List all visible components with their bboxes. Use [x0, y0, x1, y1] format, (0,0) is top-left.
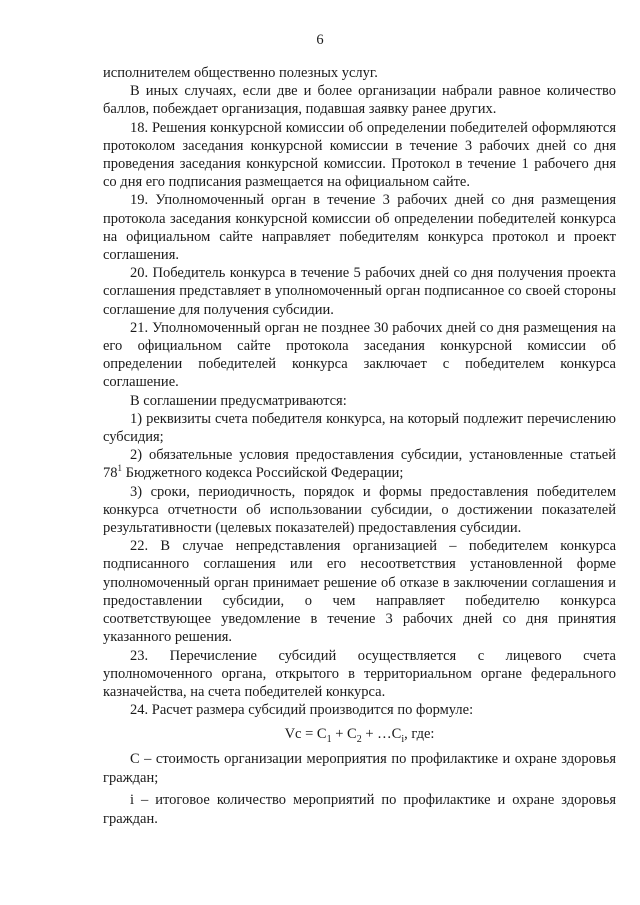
- agreement-item-1: 1) реквизиты счета победителя конкурса, на который подлежит перечислению субсидия;: [103, 410, 616, 446]
- article-superscript: 1: [117, 463, 122, 474]
- paragraph-20: 20. Победитель конкурса в течение 5 рабочих дней со дня получения проекта соглашения представляет в уполномоченный орган подписанное со своей стороны соглашение для получения субсидии.: [103, 265, 616, 318]
- formula-plus-1: + C: [331, 726, 357, 743]
- paragraph-22: 22. В случае непредставления организацией – победителем конкурса подписанного соглашения или его несоответствия установленной форме уполномоченный орган принимает решение об отказе в заключении соглашения и предоставлении субсидии, о чем направляет победителю конкурса соответствующее уведомление в течение 3 рабочих дней со дня принятия указанного решения.: [103, 538, 616, 646]
- agreement-item-2: [103, 446, 616, 482]
- definition-i: i – итоговое количество мероприятий по профилактике и охране здоровья граждан.: [103, 791, 616, 828]
- page-body: [103, 64, 616, 830]
- page-number: 6: [316, 32, 324, 48]
- paragraph-18: 18. Решения конкурсной комиссии об определении победителей оформляются протоколом заседания конкурсной комиссии в течение 3 рабочих дней со дня проведения заседания конкурсной комиссии. Протокол в течение 1 рабочего дня со дня его подписания размещается на официальном сайте.: [103, 119, 616, 191]
- subsidy-formula: [103, 725, 616, 746]
- formula-plus-2: + …C: [361, 726, 402, 743]
- definition-c: С – стоимость организации мероприятия по профилактике и охране здоровья граждан;: [103, 750, 616, 787]
- formula-sub-1: 1: [326, 734, 332, 746]
- paragraph-24: 24. Расчет размера субсидий производится по формуле:: [130, 702, 474, 719]
- agreement-item-2-text-a: 2) обязательные условия предоставления субсидии, установленные статьей 78: [103, 447, 616, 482]
- agreement-intro: В соглашении предусматриваются:: [130, 392, 347, 409]
- paragraph-23: 23. Перечисление субсидий осуществляется с лицевого счета уполномоченного органа, открытого в территориальном органе федерального казначейства, на счета победителей конкурса.: [103, 647, 616, 700]
- formula-lhs: Vc = C: [284, 726, 327, 743]
- paragraph-continuation: исполнителем общественно полезных услуг.: [103, 65, 378, 81]
- paragraph-21: 21. Уполномоченный орган не позднее 30 рабочих дней со дня размещения на его официальном сайте протокола заседания конкурсной комиссии об определении победителей конкурса заключает с победителем конкурса соглашение.: [103, 319, 616, 391]
- paragraph-tie-rule: В иных случаях, если две и более организации набрали равное количество баллов, побеждает организация, подавшая заявку ранее других.: [103, 83, 616, 118]
- paragraph-19: 19. Уполномоченный орган в течение 3 рабочих дней со дня размещения протокола заседания конкурсной комиссии об определении победителей конкурса на официальном сайте направляет победителям конкурса протокол и проект соглашения.: [103, 192, 616, 264]
- formula-sub-2: 2: [356, 734, 362, 746]
- agreement-item-3: 3) сроки, периодичность, порядок и формы предоставления победителем конкурса отчетности об использовании субсидии, о достижении показателей результативности (целевых показателей) предоставления субсидии.: [103, 483, 616, 537]
- formula-tail: , где:: [404, 726, 435, 743]
- formula-sub-i: i: [401, 734, 405, 746]
- agreement-item-2-text-b: Бюджетного кодекса Российской Федерации;: [122, 465, 404, 482]
